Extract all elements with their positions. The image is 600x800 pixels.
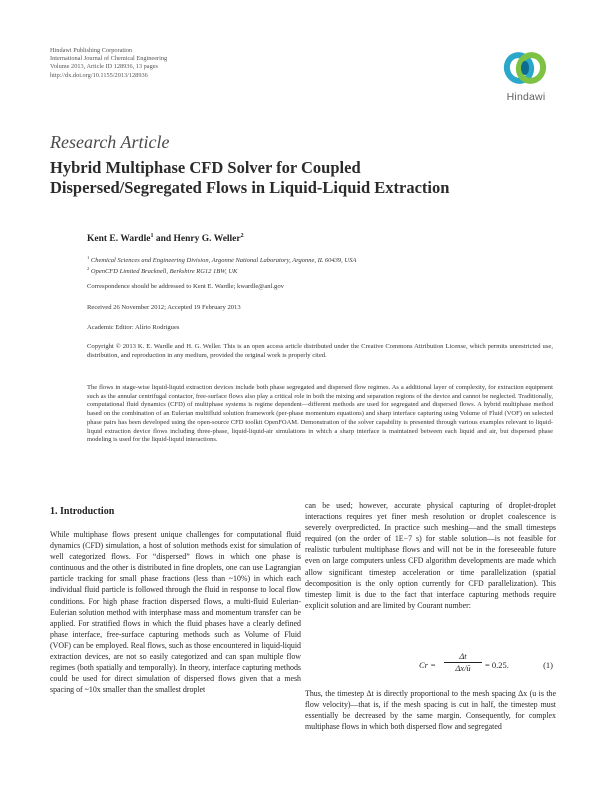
paper-title (50, 158, 560, 198)
author-conjunction: and (153, 234, 174, 245)
affiliation-1-text: Chemical Sciences and Engineering Division, Argonne National Laboratory, Argonne, IL 60439, USA (90, 257, 357, 265)
volume-info: Volume 2013, Article ID 128936, 13 pages (50, 63, 158, 71)
received-dates: Received 26 November 2012; Accepted 19 February 2013 (87, 304, 241, 311)
abstract: The flows in stage-wise liquid-liquid extraction devices include both phase segregated and dispersed flow regimes. As a additional layer of complexity, for extraction equipment such as the annular centrifugal contactor, free-surface flows also play a critical role in both the mixing and separation regions of the device and cannot be neglected. Traditionally, computational fluid dynamics (CFD) of multiphase systems is regime dependent—different methods are used for segregated and dispersed flows. A hybrid multiphase method based on the combination of an Eulerian multifluid solution framework (per-phase momentum equations) and sharp interface capturing using Volume of Fluid (VOF) on selected phase pairs has been developed using the open-source CFD toolkit OpenFOAM. Demonstration of the solver capability is presented through various examples relevant to liquid-liquid extraction device flows including three-phase, liquid-liquid-air simulations in which a sharp interface is maintained between each liquid and air, but dispersed phase modeling is used for the liquid-liquid interactions. (87, 384, 553, 444)
academic-editor: Academic Editor: Alírio Rodrigues (87, 324, 180, 331)
article-type: Research Article (50, 132, 170, 152)
author-1-affiliation-mark: 1 (150, 233, 154, 239)
affiliation-2-mark: 2 (87, 266, 90, 271)
body-text-right-column: can be used; however, accurate physical capturing of droplet-droplet interactions requires yet finer mesh resolution or droplet coalescence is severely overpredicted. In practice such meshing—and the small timesteps required (on the order of 1E−7 s) for stable solution—is not feasible for realistic turbulent multiphase flows and will not be in the foreseeable future even on large computers unless CFD algorithm developments are made which allow significant timestep acceleration or time parallelization (spatial decomposition is the only option currently for CFD parallelization). This timestep limit is due to the fact that interface capturing methods require explicit solution and are limited by Courant number: (305, 501, 556, 610)
equation-number: (1) (543, 660, 553, 670)
equation-rhs: = 0.25. (485, 660, 509, 670)
correspondence: Correspondence should be addressed to Kent E. Wardle; kwardle@anl.gov (87, 283, 284, 290)
body-text-left-column: While multiphase flows present unique challenges for computational fluid dynamics (CFD) simulation, a host of solution methods exist for simulation of well categorized flows. For “dispersed” flows in which one phase is continuous and the other is distributed in fine droplets, one can use Lagrangian particle tracking for small phase fractions (less than ~10%) in which each individual fluid particle is followed through the fluid in response to local flow conditions. For high phase fraction dispersed flows, a multi-fluid Eulerian-Eulerian solution method with interphase mass and momentum transfer can be applied. For stratified flows in which the fluid phases have a clearly defined phase interface, free-surface capturing methods such as Volume of Fluid (VOF) can be employed. Real flows, such as those encountered in liquid-liquid extraction devices, are not so easily categorized and can span multiple flow regimes (both spatially and temporally). In theory, interface capturing methods could be used for direct simulation of dispersed flows given that a mesh spacing of ~10x smaller than the smallest droplet (50, 530, 301, 695)
body-text-right-column-continued: Thus, the timestep Δt is directly proportional to the mesh spacing Δx (u is the flow velocity)—that is, if the mesh spacing is cut in half, the timestep must essentially be decreased by the same margin. Consequently, for complex multiphase flows in which both dispersed flow and segregated (305, 689, 556, 732)
equation-denominator: Δx/ū (455, 663, 471, 673)
author-list (87, 233, 244, 244)
affiliation-1 (87, 255, 356, 264)
affiliation-2-text: OpenCFD Limited Bracknell, Berkshire RG12 1BW, UK (90, 268, 238, 276)
copyright-notice: Copyright © 2013 K. E. Wardle and H. G. Weller. This is an open access article distributed under the Creative Commons Attribution License, which permits unrestricted use, distribution, and reproduction in any medium, provided the original work is properly cited. (87, 343, 553, 359)
hindawi-wordmark: Hindawi (506, 91, 546, 103)
affiliation-1-mark: 1 (87, 255, 90, 260)
journal-name: International Journal of Chemical Engineering (50, 55, 168, 63)
author-2-affiliation-mark: 2 (240, 233, 244, 239)
author-1: Kent E. Wardle (87, 234, 151, 245)
title-line-1: Hybrid Multiphase CFD Solver for Coupled (50, 158, 361, 177)
title-line-2: Dispersed/Segregated Flows in Liquid-Liquid Extraction (50, 178, 450, 197)
equation-courant-number (305, 649, 553, 679)
journal-header (50, 47, 350, 80)
doi-link[interactable]: http://dx.doi.org/10.1155/2013/128936 (50, 71, 148, 79)
publisher-name: Hindawi Publishing Corporation (50, 47, 133, 54)
affiliation-2 (87, 266, 237, 275)
section-heading-introduction: 1. Introduction (50, 506, 115, 517)
equation-numerator: Δt (444, 651, 482, 663)
author-2: Henry G. Weller (173, 234, 241, 245)
equation-lhs: Cr = (419, 660, 436, 670)
equation-fraction (444, 651, 482, 674)
